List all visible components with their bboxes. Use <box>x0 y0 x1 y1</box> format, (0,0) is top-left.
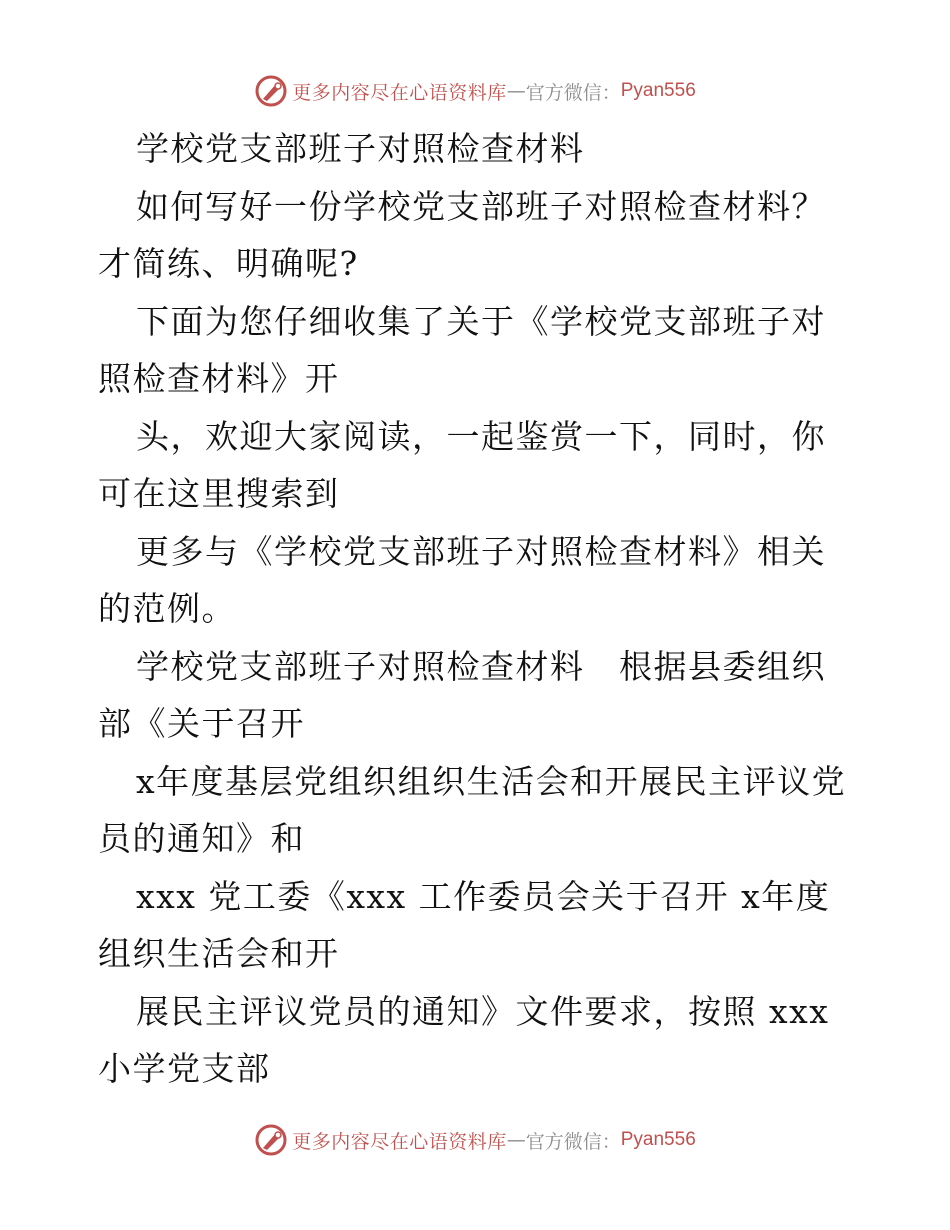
watermark-separator: — <box>506 1129 526 1151</box>
paragraph: 头，欢迎大家阅读，一起鉴赏一下，同时，你可在这里搜索到 <box>98 416 826 513</box>
header-watermark <box>0 71 950 111</box>
watermark-wechat-id: Pyan556 <box>620 80 696 101</box>
watermark-text: 更多内容尽在心语资料库 <box>292 81 507 104</box>
footer-watermark <box>0 1120 950 1160</box>
paragraph: 如何写好一份学校党支部班子对照检查材料？才简练、明确呢? <box>98 186 826 283</box>
paragraph: 下面为您仔细收集了关于《学校党支部班子对照检查材料》开 <box>98 301 826 398</box>
paragraph: 学校党支部班子对照检查材料 根据县委组织部《关于召开 <box>98 646 826 743</box>
watermark-official: 官方微信： <box>525 81 621 104</box>
document-body <box>98 120 858 1098</box>
paragraph: x年度基层党组织组织生活会和开展民主评议党员的通知》和 <box>98 761 847 858</box>
watermark-official: 官方微信： <box>525 1130 621 1153</box>
watermark-wechat-id: Pyan556 <box>620 1129 696 1150</box>
paragraph-title: 学校党支部班子对照检查材料 <box>136 129 585 168</box>
pen-logo-icon <box>254 74 288 108</box>
watermark-text: 更多内容尽在心语资料库 <box>292 1130 507 1153</box>
paragraph: 展民主评议党员的通知》文件要求，按照 xxx 小学党支部 <box>98 991 830 1088</box>
pen-logo-icon <box>254 1123 288 1157</box>
paragraph: xxx 党工委《xxx 工作委员会关于召开 x年度组织生活会和开 <box>98 876 831 973</box>
watermark-separator: — <box>506 80 526 102</box>
paragraph: 更多与《学校党支部班子对照检查材料》相关的范例。 <box>98 531 826 628</box>
